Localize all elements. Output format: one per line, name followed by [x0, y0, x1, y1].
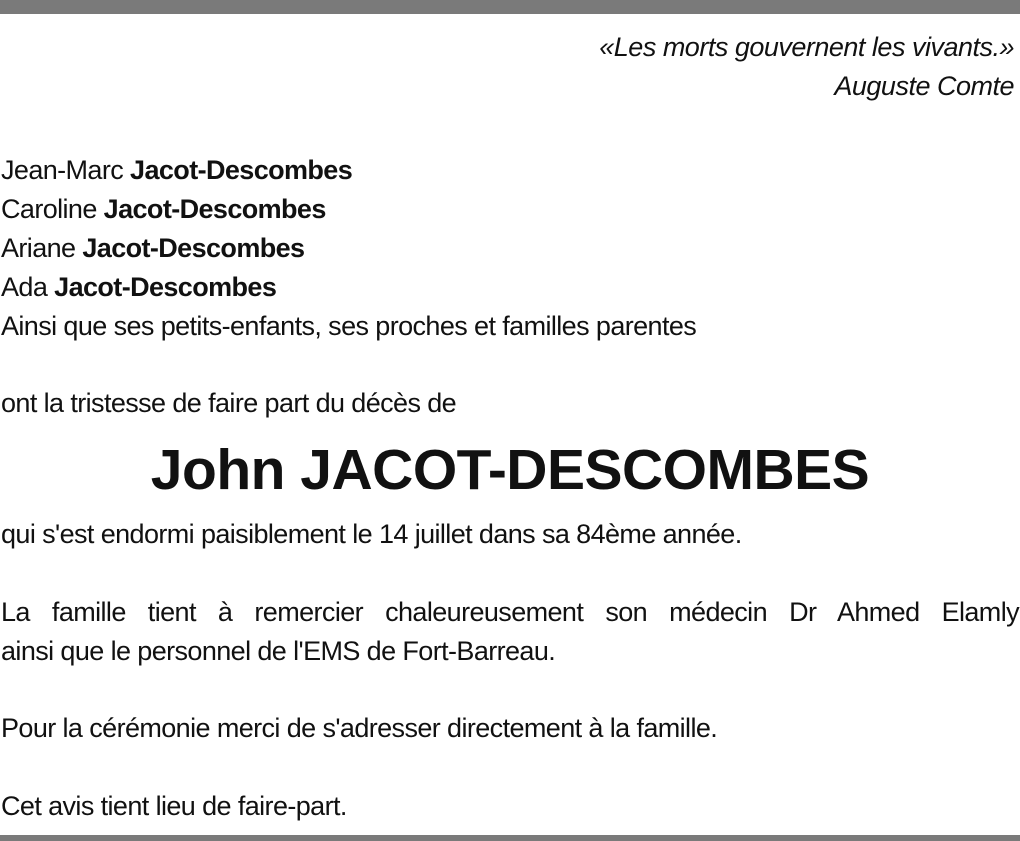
footer-note: Cet avis tient lieu de faire-part. [1, 791, 347, 821]
thanks-paragraph [1, 593, 1019, 671]
first-name: Ada [1, 272, 48, 302]
last-name: Jacot-Descombes [130, 155, 353, 185]
bottom-border [0, 835, 1020, 841]
death-statement: qui s'est endormi paisiblement le 14 juillet dans sa 84ème année. [1, 519, 742, 549]
first-name: Jean-Marc [1, 155, 124, 185]
last-name: Jacot-Descombes [82, 233, 305, 263]
family-member [1, 268, 696, 307]
last-name: Jacot-Descombes [54, 272, 277, 302]
top-border [0, 0, 1020, 14]
last-name: Jacot-Descombes [103, 194, 326, 224]
thanks-line-2: ainsi que le personnel de l'EMS de Fort-Barreau. [1, 636, 556, 666]
deceased-name: John JACOT-DESCOMBES [150, 438, 870, 502]
family-list [1, 151, 696, 346]
family-member [1, 229, 696, 268]
relatives-line: Ainsi que ses petits-enfants, ses proches et familles parentes [1, 311, 697, 341]
first-name: Caroline [1, 194, 97, 224]
family-member [1, 190, 696, 229]
thanks-line-1: La famille tient à remercier chaleureusement son médecin Dr Ahmed Elamly [1, 597, 1019, 627]
first-name: Ariane [1, 233, 76, 263]
announcement: ont la tristesse de faire part du décès de [1, 388, 457, 418]
epigraph [599, 28, 1014, 106]
ceremony-note: Pour la cérémonie merci de s'adresser directement à la famille. [1, 713, 718, 743]
family-member [1, 151, 696, 190]
quote-author: Auguste Comte [834, 71, 1014, 101]
quote-text: «Les morts gouvernent les vivants.» [599, 32, 1014, 62]
